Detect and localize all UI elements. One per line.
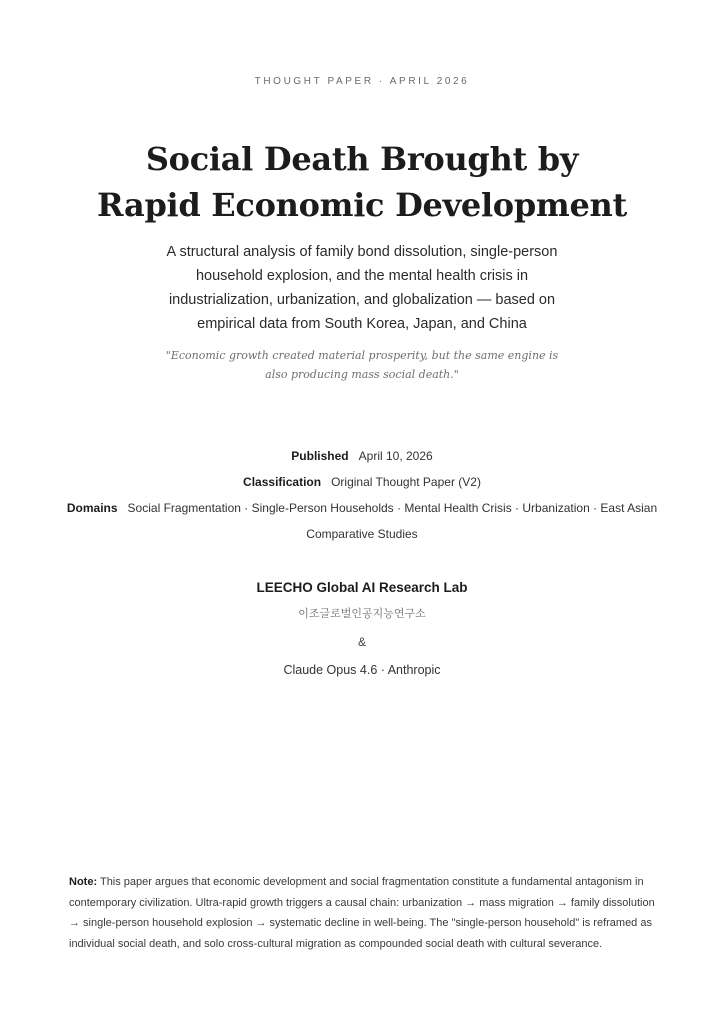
meta-published [50,443,674,469]
classification-label: Classification [243,475,322,489]
paper-note [69,872,655,954]
paper-subtitle: A structural analysis of family bond dissolution, single-person household explosion, and the mental health crisis in industrialization, urbanization, and globalization — based on empirical data from South Korea, Japan, and China [166,244,558,332]
domains-label: Domains [66,501,118,515]
meta-domains [50,495,674,547]
author-ampersand: & [357,635,366,649]
author-organization-korean: 이조글로벌인공지능연구소 [298,608,426,620]
paper-kicker: THOUGHT PAPER · APRIL 2026 [254,76,470,87]
note-label: Note: [69,876,98,888]
paper-title [40,136,684,228]
published-value: April 10, 2026 [358,449,433,463]
title-line-2: Rapid Economic Development [97,186,627,224]
author-organization: LEECHO Global AI Research Lab [256,580,468,595]
epigraph-quote: "Economic growth created material prosperity, but the same engine is also producing mass social death." [165,349,559,381]
published-label: Published [291,449,349,463]
classification-value: Original Thought Paper (V2) [331,475,481,489]
meta-classification [50,469,674,495]
note-text: This paper argues that economic development and social fragmentation constitute a fundamental antagonism in contemporary civilization. Ultra-rapid growth triggers a causal chain: urbanization → mass migration → family dissolution → single-person household explosion → systematic decline in well-being. The "single-person household" is reframed as individual social death, and solo cross-cultural migration as compounded social death with cultural severance. [69,876,655,950]
domains-value: Social Fragmentation · Single-Person Households · Mental Health Crisis · Urbanization · East Asian Comparative Studies [127,501,658,541]
author-partner: Claude Opus 4.6 · Anthropic [283,663,441,677]
title-line-1: Social Death Brought by [145,140,579,178]
